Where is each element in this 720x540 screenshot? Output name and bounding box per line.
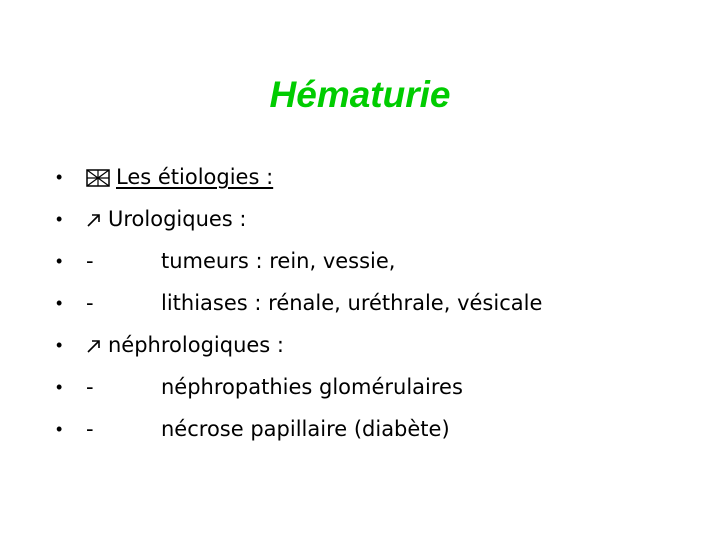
list-item	[56, 240, 716, 282]
list-item-text: Les étiologies :	[116, 165, 274, 189]
bullet-marker: •	[56, 293, 63, 313]
arrow-up-right-icon	[86, 212, 102, 228]
bullet-marker: •	[56, 335, 63, 355]
dash-marker: -	[86, 375, 94, 399]
bullet-marker: •	[56, 209, 63, 229]
list-item-text: nécrose papillaire (diabète)	[161, 417, 450, 441]
list-item-text: Urologiques :	[108, 207, 247, 231]
dash-marker: -	[86, 249, 94, 273]
list-item-text: tumeurs : rein, vessie,	[161, 249, 396, 273]
arrow-up-right-icon	[86, 338, 102, 354]
dash-marker: -	[86, 291, 94, 315]
list-item-content	[86, 156, 273, 198]
list-item	[56, 198, 716, 240]
bullet-marker: •	[56, 419, 63, 439]
list-item-text: néphropathies glomérulaires	[161, 375, 463, 399]
list-item	[56, 366, 716, 408]
dash-marker: -	[86, 417, 94, 441]
list-item-text: néphrologiques :	[108, 333, 284, 357]
list-item	[56, 282, 716, 324]
list-item-text: lithiases : rénale, uréthrale, vésicale	[161, 291, 543, 315]
bullet-marker: •	[56, 377, 63, 397]
list-item-content	[86, 198, 247, 240]
star-envelope-icon	[86, 169, 110, 187]
list-item	[56, 324, 716, 366]
list-item-content	[86, 324, 284, 366]
bullet-marker: •	[56, 251, 63, 271]
bullet-list	[56, 156, 716, 450]
list-item	[56, 156, 716, 198]
list-item	[56, 408, 716, 450]
slide-title: Hématurie	[269, 74, 451, 115]
bullet-marker: •	[56, 167, 63, 187]
